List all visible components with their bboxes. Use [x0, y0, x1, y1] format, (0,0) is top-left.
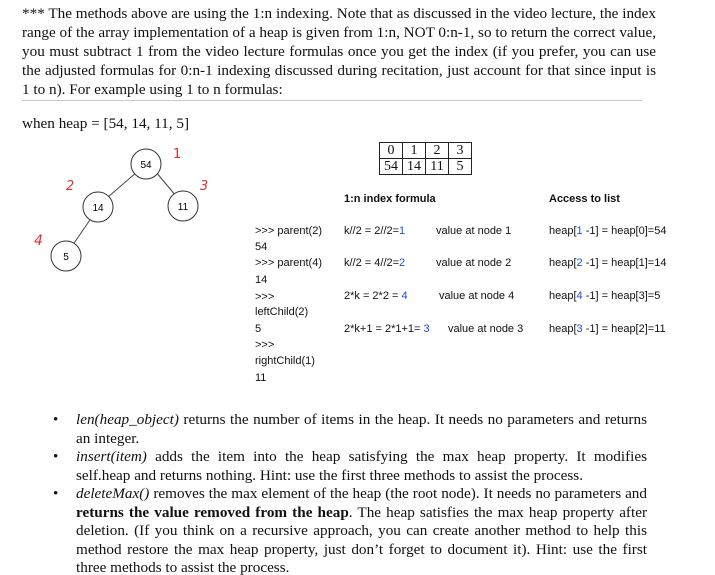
index-cell: 0 — [380, 143, 403, 159]
heap-tree-diagram — [0, 0, 230, 300]
bullet-icon: • — [53, 485, 59, 502]
value-row — [380, 159, 472, 175]
repl-prompt: >>> — [255, 339, 275, 351]
index-row — [380, 143, 472, 159]
tree-edge — [156, 172, 176, 196]
index-cell: 2 — [426, 143, 449, 159]
access-header: Access to list — [549, 193, 620, 205]
access-text: heap[3 -1] = heap[2]=11 — [549, 323, 666, 335]
method-description-bold: returns the value removed from the heap — [76, 503, 349, 521]
formula-text: k//2 = 4//2=2 — [344, 257, 406, 269]
tree-edge — [108, 172, 137, 197]
repl-prompt: >>> — [255, 291, 275, 303]
formula-text: 2*k+1 = 2*1+1= 3 — [344, 323, 430, 335]
tree-node-label: 14 — [92, 203, 104, 214]
value-cell: 54 — [380, 159, 403, 175]
list-item — [50, 411, 647, 448]
handwritten-index: 2 — [66, 179, 75, 194]
repl-call: leftChild(2) — [255, 306, 309, 318]
access-text: heap[1 -1] = heap[0]=54 — [549, 225, 667, 237]
method-list — [50, 411, 647, 575]
handwritten-index: 1 — [173, 147, 182, 162]
index-cell: 3 — [449, 143, 472, 159]
index-cell: 1 — [403, 143, 426, 159]
bullet-icon: • — [53, 411, 59, 428]
formula-text: 2*k = 2*2 = 4 — [344, 290, 408, 302]
tree-node-label: 11 — [177, 202, 189, 213]
heap-array-table — [379, 142, 472, 175]
tree-node-label: 54 — [140, 160, 152, 171]
node-text: value at node 4 — [439, 290, 515, 302]
repl-output: 14 — [255, 274, 268, 286]
bullet-icon: • — [53, 448, 59, 465]
node-text: value at node 3 — [448, 323, 524, 335]
value-cell: 14 — [403, 159, 426, 175]
access-text: heap[4 -1] = heap[3]=5 — [549, 290, 661, 302]
repl-call: >>> parent(2) — [255, 225, 322, 237]
tree-edge — [72, 217, 92, 246]
repl-call: rightChild(1) — [255, 355, 315, 367]
tree-node-label: 5 — [63, 252, 69, 263]
repl-output: 54 — [255, 241, 268, 253]
method-description: returns the number of items in the heap. It needs no parameters and returns an integer. — [76, 411, 647, 447]
method-description: adds the item into the heap satisfying the max heap property. It modifies self.heap and returns nothing. Hint: use the first three methods to assist the process. — [76, 448, 647, 484]
handwritten-index: 3 — [200, 179, 209, 194]
list-item — [50, 448, 647, 485]
intro-paragraph: *** The methods above are using the 1:n indexing. Note that as discussed in the video lecture, the index range of the array implementation of a heap is given from 1:n, NOT 0:n-1, so to return the correct value, you must subtract 1 from the video lecture formulas once you get the index (if you prefer, you can use the adjusted formulas for 0:n-1 indexing discussed during recitation, just account for that since input is 1 to n). For example using 1 to n formulas: — [22, 5, 657, 98]
method-name: insert(item) — [76, 448, 147, 465]
formula-text: k//2 = 2//2=1 — [344, 225, 406, 237]
handwritten-index: 4 — [34, 233, 43, 249]
method-description: . The heap satisfies the max heap property after deletion. (If you think on a recursive approach, you can create another method to help this method restore the max heap property, just don’t forget to document it). Hint: use the first three methods to assist the process. — [76, 503, 648, 575]
method-name: len(heap_object) — [76, 411, 179, 428]
heap-example-line: when heap = [54, 14, 11, 5] — [22, 115, 190, 132]
repl-output: 11 — [255, 372, 267, 384]
list-item — [50, 485, 647, 575]
node-text: value at node 1 — [436, 225, 512, 237]
value-cell: 5 — [449, 159, 472, 175]
value-cell: 11 — [426, 159, 449, 175]
node-text: value at node 2 — [436, 257, 512, 269]
method-description: removes the max element of the heap (the root node). It needs no parameters and — [149, 485, 647, 502]
method-name: deleteMax() — [76, 485, 150, 502]
access-text: heap[2 -1] = heap[1]=14 — [549, 257, 667, 269]
formula-header: 1:n index formula — [344, 193, 436, 205]
repl-output: 5 — [255, 323, 262, 335]
repl-call: >>> parent(4) — [255, 257, 322, 269]
